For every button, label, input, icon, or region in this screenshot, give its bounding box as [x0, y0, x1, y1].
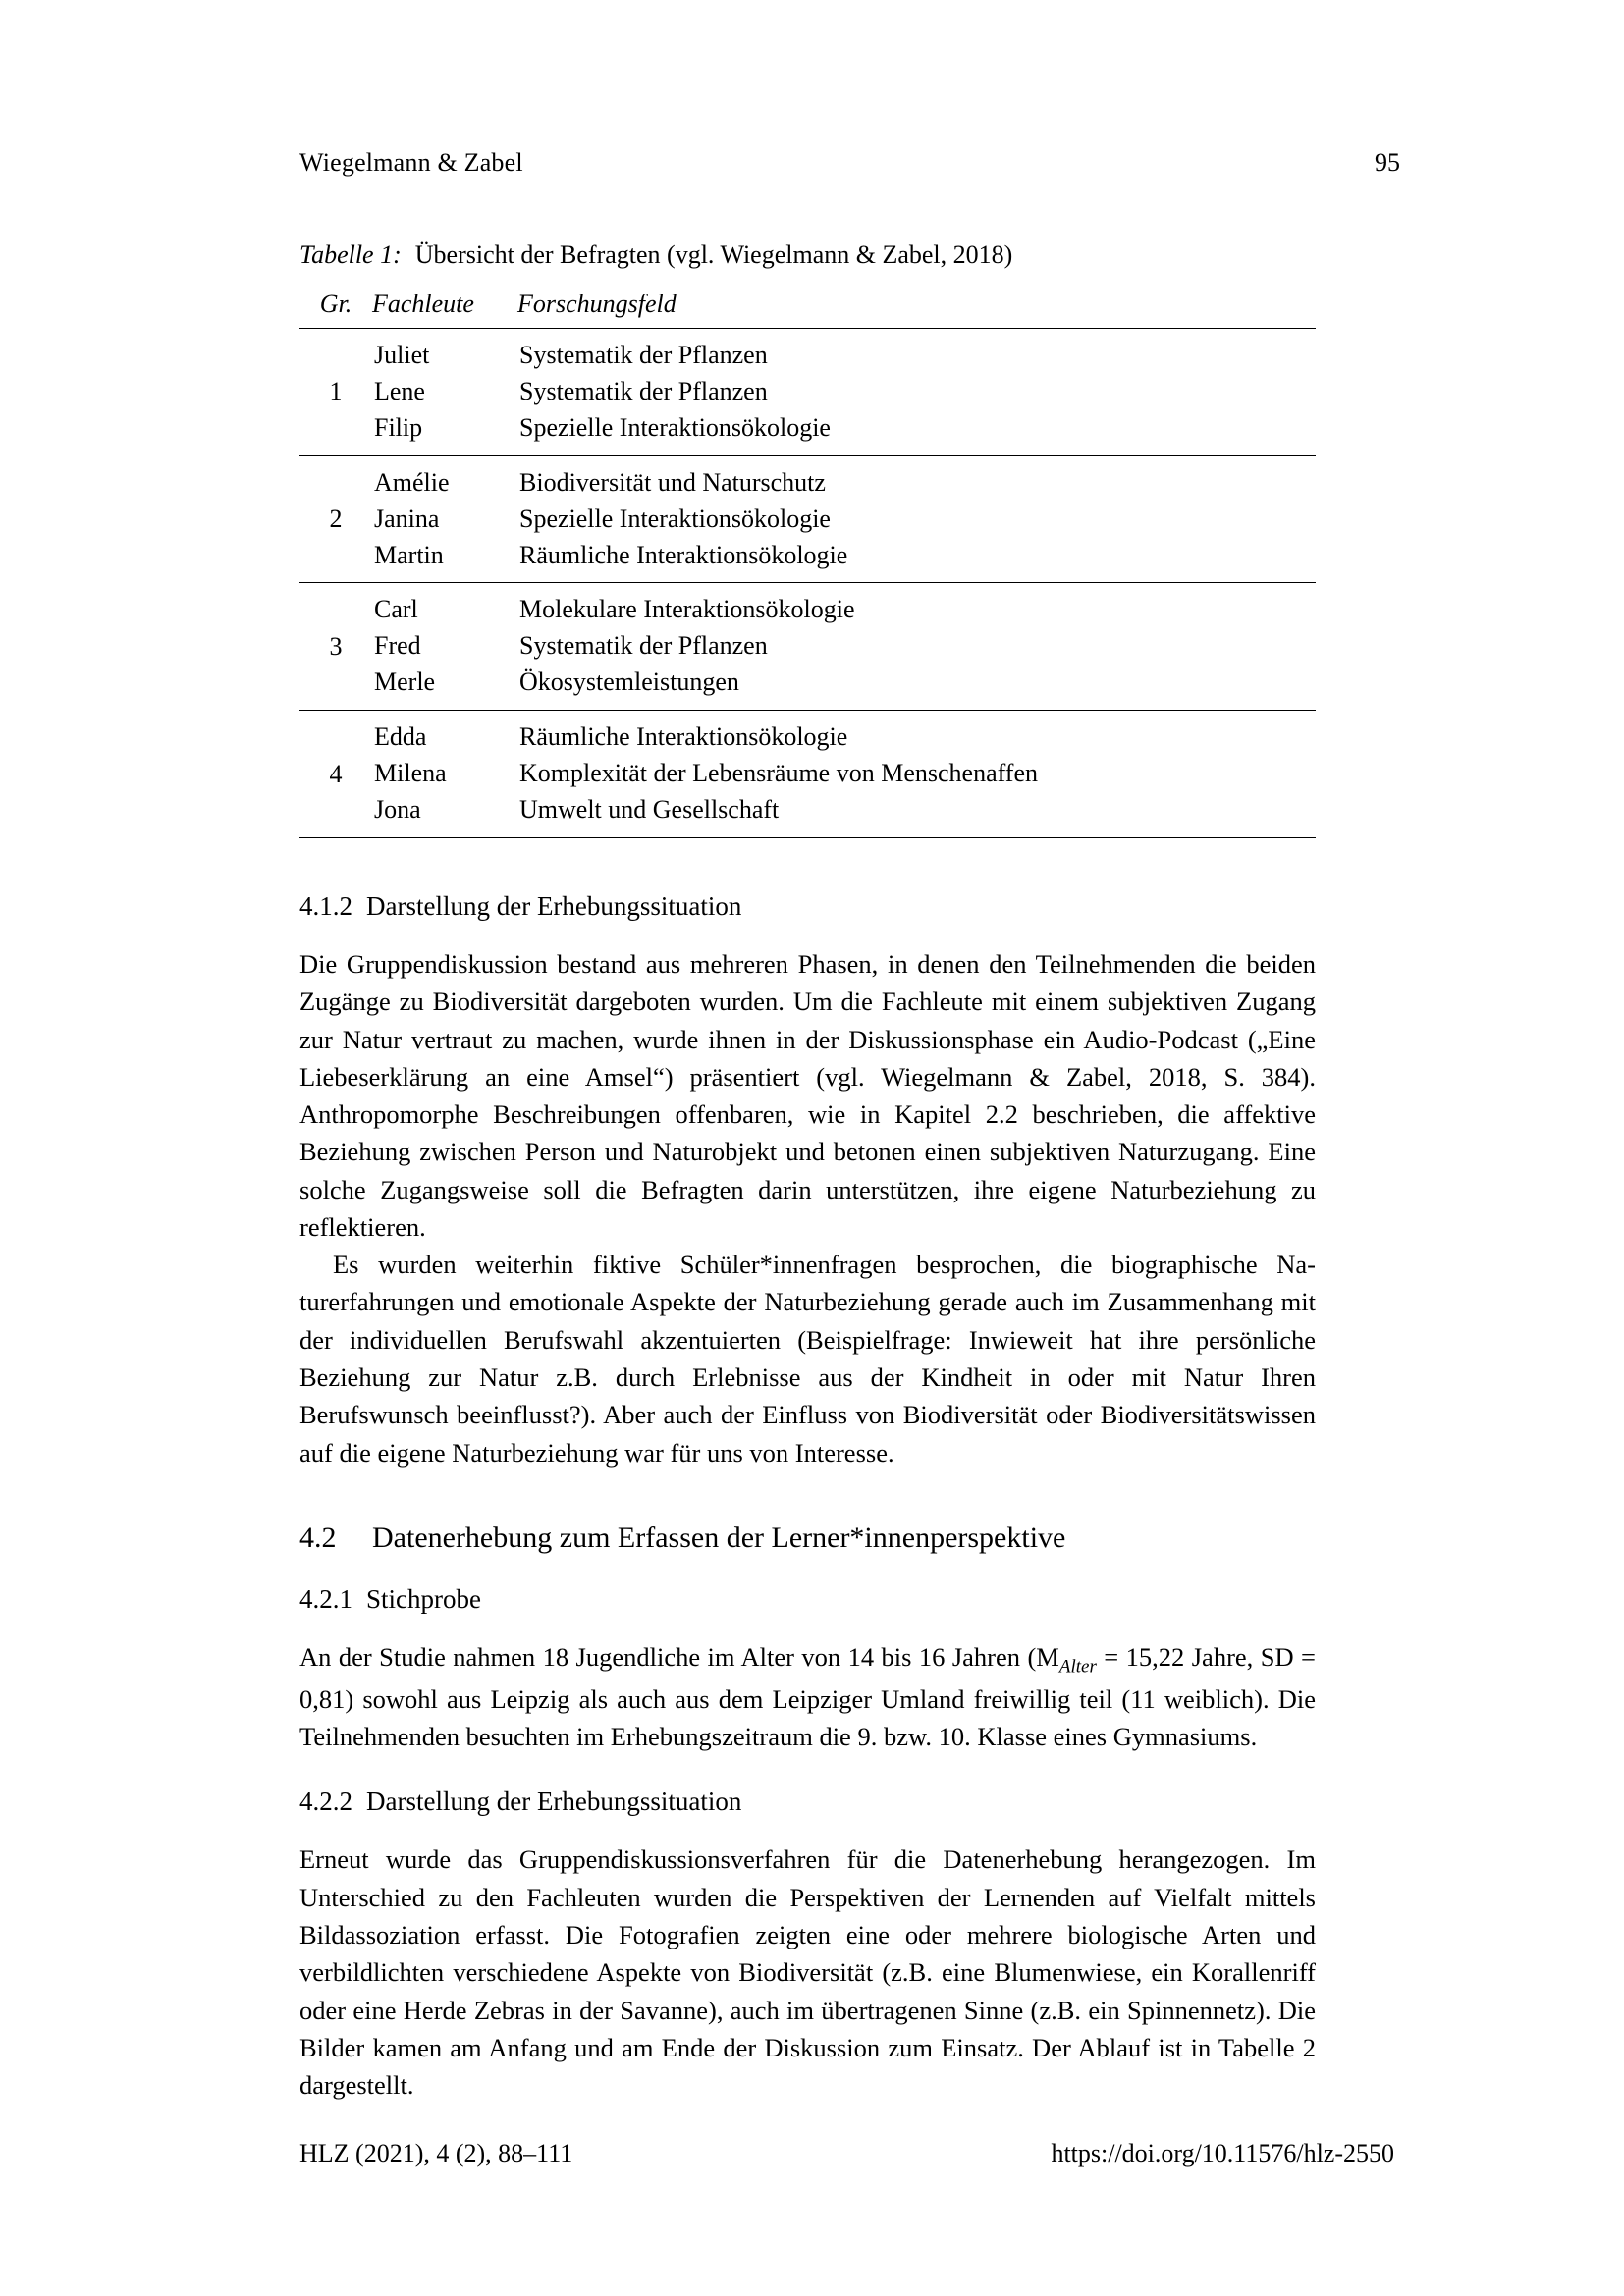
group-people [372, 711, 517, 838]
person-name: Merle [374, 667, 436, 697]
person-name: Martin [374, 540, 444, 569]
group-fields [517, 328, 1316, 455]
heading-4-2 [299, 1519, 1400, 1557]
research-field: Systematik der Pflanzen [519, 340, 768, 369]
research-field: Räumliche Interaktionsökologie [519, 540, 848, 569]
person-name: Filip [374, 412, 423, 442]
heading-text: Darstellung der Erhebungssituation [366, 890, 742, 921]
person-name: Janina [374, 504, 440, 533]
research-field: Spezielle Interaktionsökologie [519, 504, 831, 533]
heading-number: 4.1.2 [299, 890, 352, 921]
group-number: 2 [329, 505, 343, 534]
group-number: 4 [329, 759, 343, 788]
group-fields [517, 583, 1316, 711]
table-body [299, 328, 1316, 837]
table-caption-text: Übersicht der Befragten (vgl. Wiegelmann & Zabel, 2018) [414, 240, 1013, 270]
table-row [299, 455, 1316, 583]
group-people [372, 583, 517, 711]
paragraph-part-a: An der Studie nahmen 18 Jugendliche im Alter von 14 bis 16 Jahren (M [299, 1641, 1059, 1672]
overview-table [299, 290, 1316, 838]
research-field: Systematik der Pflanzen [519, 376, 768, 405]
table-caption [299, 239, 1400, 272]
research-field: Ökosystemleistungen [519, 667, 739, 697]
group-people [372, 328, 517, 455]
paragraph-part-b: = 15,22 Jahre, SD = 0,81) sowohl aus Leipzig als auch aus dem Leipziger Umland freiwillig teil (11 weiblich). Die Teilnehmenden besuchten im Erhebungszeitraum die 9. bzw. 10. Klasse eines Gymnasiums. [299, 1641, 1316, 1752]
person-name: Fred [374, 631, 421, 661]
group-fields [517, 455, 1316, 583]
research-field: Biodiversität und Naturschutz [519, 467, 826, 497]
table-head [299, 290, 1316, 329]
table-row [299, 328, 1316, 455]
person-name: Juliet [374, 340, 430, 369]
column-header-fachleute: Fachleute [372, 289, 474, 318]
person-name: Jona [374, 794, 421, 824]
heading-number: 4.2.1 [299, 1583, 352, 1614]
group-number: 1 [329, 377, 343, 406]
person-name: Amélie [374, 467, 450, 497]
heading-4-1-2 [299, 889, 1400, 924]
table-row [299, 711, 1316, 838]
heading-number: 4.2 [299, 1521, 337, 1554]
page-footer [299, 2139, 1400, 2168]
heading-text: Stichprobe [366, 1583, 481, 1614]
paragraph-4-1-2-2: Es wurden weiterhin fiktive Schüler*innenfragen besprochen, die biographische Naturerfahrungen und emotionale Aspekte der Naturbeziehung gerade auch im Zusammenhang mit der individuellen Berufswahl akzentuierten (Beispielfrage: Inwieweit hat ihre persönliche Beziehung zur Natur z.B. durch Erlebnisse aus der Kindheit in oder mit Natur Ihren Berufswunsch beeinflusst?). Aber auch der Einfluss von Biodiversität oder Biodiversitätswissen auf die eigene Naturbeziehung war für uns von Interesse. [299, 1250, 1316, 1468]
heading-4-2-2 [299, 1785, 1400, 1819]
footer-doi[interactable]: https://doi.org/10.11576/hlz-2550 [1051, 2139, 1394, 2167]
group-fields [517, 711, 1316, 838]
page-number: 95 [1375, 148, 1400, 177]
heading-text: Darstellung der Erhebungssituation [366, 1787, 742, 1817]
column-header-gr: Gr. [319, 289, 352, 318]
research-field: Systematik der Pflanzen [519, 631, 768, 661]
subscript-alter: Alter [1058, 1656, 1097, 1678]
person-name: Carl [374, 595, 418, 624]
heading-number: 4.2.2 [299, 1787, 352, 1817]
paragraph-4-2-2-1: Erneut wurde das Gruppendiskussionsverfahren für die Datenerhebung herangezogen. Im Unterschied zu den Fachleuten wurden die Perspektiven der Lernenden auf Vielfalt mittels Bildassoziation erfasst. Die Fotografien zeigten eine oder mehrere biologische Arten und verbildlichten verschiedene Aspekte von Biodiversität (z.B. eine Blumenwiese, ein Korallenriff oder eine Herde Zebras in der Savanne), auch im übertragenen Sinne (z.B. ein Spinnennetz). Die Bilder kamen am Anfang und am Ende der Diskussion zum Einsatz. Der Ablauf ist in Tabelle 2 dargestellt. [299, 1844, 1316, 2101]
paragraph-4-2-1-1 [299, 1638, 1316, 1755]
heading-4-2-1 [299, 1582, 1400, 1617]
research-field: Umwelt und Gesellschaft [519, 794, 780, 824]
group-people [372, 455, 517, 583]
research-field: Räumliche Interaktionsökologie [519, 722, 848, 752]
heading-text: Datenerhebung zum Erfassen der Lerner*innenperspektive [372, 1521, 1066, 1554]
footer-citation: HLZ (2021), 4 (2), 88–111 [299, 2139, 573, 2167]
person-name: Edda [374, 722, 427, 752]
person-name: Lene [374, 376, 425, 405]
running-head-authors: Wiegelmann & Zabel [299, 148, 523, 177]
table-row [299, 583, 1316, 711]
research-field: Komplexität der Lebensräume von Menschenaffen [519, 759, 1038, 788]
research-field: Molekulare Interaktionsökologie [519, 595, 855, 624]
table-header-row [299, 290, 1316, 329]
research-field: Spezielle Interaktionsökologie [519, 412, 831, 442]
column-header-forschungsfeld: Forschungsfeld [517, 289, 677, 318]
running-head [299, 147, 1400, 178]
person-name: Milena [374, 759, 447, 788]
table-caption-label: Tabelle 1: [299, 240, 402, 270]
paragraph-4-1-2-1: Die Gruppendiskussion bestand aus mehreren Phasen, in denen den Teilnehmenden die beiden Zugänge zu Biodiversität dargeboten wurden. Um die Fachleute mit einem subjektiven Zugang zur Natur vertraut zu machen, wurde ihnen in der Diskussionsphase ein Audio-Podcast („Eine Liebeserklärung an eine Amsel“) präsentiert (vgl. Wiegelmann & Zabel, 2018, S. 384). Anthropomorphe Beschreibungen offenbaren, wie in Kapitel 2.2 beschrieben, die affektive Beziehung zwischen Person und Naturobjekt und betonen einen subjektiven Naturzugang. Eine solche Zugangsweise soll die Befragten darin unterstützen, ihre eigene Naturbeziehung zu reflektieren. [299, 948, 1316, 1242]
group-number: 3 [329, 631, 343, 661]
